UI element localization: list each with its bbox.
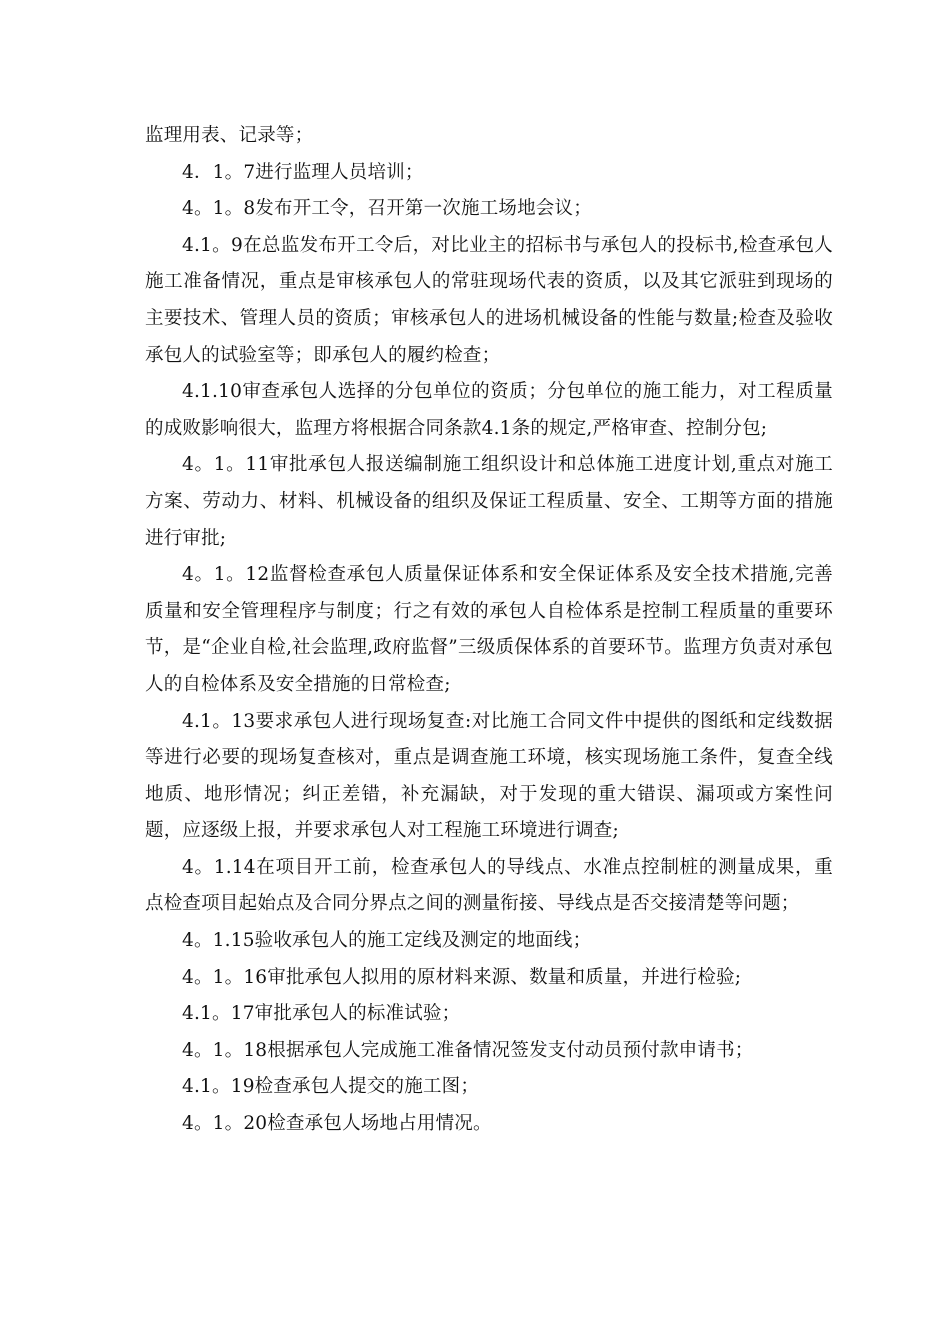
paragraph-4-1-18: 4。1。18根据承包人完成施工准备情况签发支付动员预付款申请书； <box>182 1039 754 1061</box>
paragraph-4-1-14: 4。1.14在项目开工前，检查承包人的导线点、水准点控制桩的测量成果，重点检查项目起始点及合同分界点之间的测量衔接、导线点是否交接清楚等问题； <box>145 856 833 915</box>
document-body <box>145 118 833 1143</box>
paragraph-4-1-19: 4.1。19检查承包人提交的施工图； <box>182 1076 480 1098</box>
paragraph-4-1-12: 4。1。12监督检查承包人质量保证体系和安全保证体系及安全技术措施,完善质量和安全管理程序与制度；行之有效的承包人自检体系是控制工程质量的重要环节，是“企业自检,社会监理,政府监督”三级质保体系的首要环节。监理方负责对承包人的自检体系及安全措施的日常检查; <box>145 564 833 695</box>
paragraph-4-1-13: 4.1。13要求承包人进行现场复查:对比施工合同文件中提供的图纸和定线数据等进行必要的现场复查核对，重点是调查施工环境，核实现场施工条件，复查全线地质、地形情况；纠正差错，补充漏缺，对于发现的重大错误、漏项或方案性问题，应逐级上报，并要求承包人对工程施工环境进行调查; <box>145 710 833 842</box>
paragraph-4-1-17: 4.1。17审批承包人的标准试验； <box>182 1003 461 1025</box>
paragraph-continuation: 监理用表、记录等； <box>145 125 314 146</box>
paragraph-4-1-20: 4。1。20检查承包人场地占用情况。 <box>182 1113 492 1135</box>
paragraph-4-1-15: 4。1.15验收承包人的施工定线及测定的地面线； <box>182 930 592 952</box>
paragraph-4-1-9: 4.1。9在总监发布开工令后，对比业主的招标书与承包人的投标书,检查承包人施工准备情况，重点是审核承包人的常驻现场代表的资质，以及其它派驻到现场的主要技术、管理人员的资质；审核承包人的进场机械设备的性能与数量;检查及验收承包人的试验室等；即承包人的履约检查； <box>145 234 833 366</box>
paragraph-4-1-16: 4。1。16审批承包人拟用的原材料来源、数量和质量，并进行检验; <box>182 966 742 988</box>
paragraph-4-1-11: 4。1。11审批承包人报送编制施工组织设计和总体施工进度计划,重点对施工方案、劳动力、材料、机械设备的组织及保证工程质量、安全、工期等方面的措施进行审批; <box>145 454 833 549</box>
paragraph-4-1-8: 4。1。8发布开工令，召开第一次施工场地会议； <box>182 198 592 220</box>
paragraph-4-1-10: 4.1.10审查承包人选择的分包单位的资质；分包单位的施工能力，对工程质量的成败影响很大，监理方将根据合同条款4.1条的规定,严格审查、控制分包; <box>145 381 833 439</box>
paragraph-4-1-7: 4．1。7进行监理人员培训； <box>182 161 424 183</box>
